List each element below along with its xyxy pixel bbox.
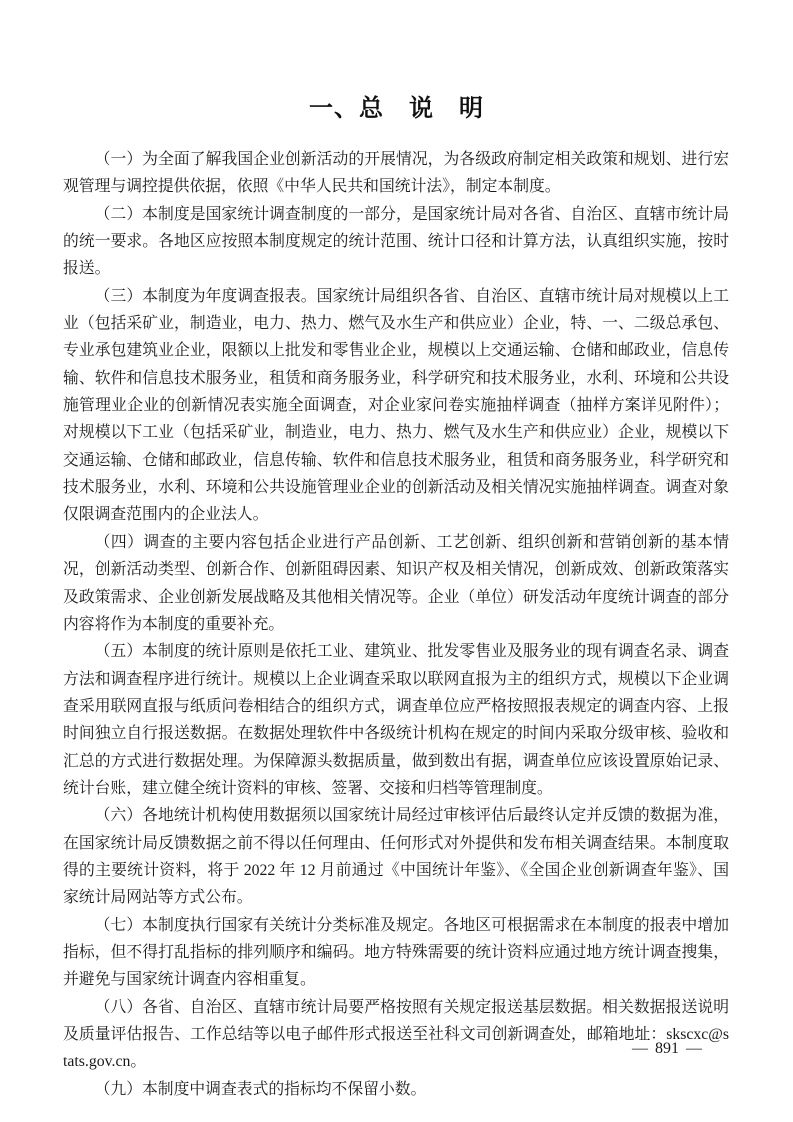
paragraph-5: （五）本制度的统计原则是依托工业、建筑业、批发零售业及服务业的现有调查名录、调查方法和调查程序进行统计。规模以上企业调查采取以联网直报为主的组织方式，规模以下企业调查采用联网直报与纸质问卷相结合的组织方式，调查单位应严格按照报表规定的调查内容、上报时间独立自行报送数据。在数据处理软件中各级统计机构在规定的时间内采取分级审核、验收和汇总的方式进行数据处理。为保障源头数据质量，做到数出有据，调查单位应该设置原始记录、统计台账，建立健全统计资料的审核、签署、交接和归档等管理制度。	[63, 643, 729, 797]
paragraph-7: （七）本制度执行国家有关统计分类标准及规定。各地区可根据需求在本制度的报表中增加指标，但不得打乱指标的排列顺序和编码。地方特殊需要的统计资料应通过地方统计调查搜集，并避免与国家统计调查内容相重复。	[63, 916, 729, 989]
page-number-dash-right: —	[686, 1040, 702, 1057]
paragraph-2: （二）本制度是国家统计调查制度的一部分，是国家统计局对各省、自治区、直辖市统计局的统一要求。各地区应按照本制度规定的统计范围、统计口径和计算方法，认真组织实施，按时报送。	[63, 205, 729, 278]
paragraph-8: （八）各省、自治区、直辖市统计局要严格按照有关规定报送基层数据。相关数据报送说明及质量评估报告、工作总结等以电子邮件形式报送至社科文司创新调查处，邮箱地址：skscxc@stats.gov.cn。	[63, 998, 729, 1071]
page-title: 一、总 说 明	[309, 95, 484, 122]
page-number: 891	[655, 1040, 679, 1057]
paragraph-1: （一）为全面了解我国企业创新活动的开展情况，为各级政府制定相关政策和规划、进行宏观管理与调控提供依据，依照《中华人民共和国统计法》，制定本制度。	[63, 151, 729, 196]
paragraph-3: （三）本制度为年度调查报表。国家统计局组织各省、自治区、直辖市统计局对规模以上工业（包括采矿业，制造业，电力、热力、燃气及水生产和供应业）企业，特、一、二级总承包、专业承包建筑业企业，限额以上批发和零售业企业，规模以上交通运输、仓储和邮政业，信息传输、软件和信息技术服务业，租赁和商务服务业，科学研究和技术服务业，水利、环境和公共设施管理业企业的创新情况表实施全面调查，对企业家问卷实施抽样调查（抽样方案详见附件）；对规模以下工业（包括采矿业，制造业，电力、热力、燃气及水生产和供应业）企业，规模以下交通运输、仓储和邮政业，信息传输、软件和信息技术服务业，租赁和商务服务业，科学研究和技术服务业，水利、环境和公共设施管理业企业的创新活动及相关情况实施抽样调查。调查对象仅限调查范围内的企业法人。	[63, 287, 729, 524]
paragraph-4: （四）调查的主要内容包括企业进行产品创新、工艺创新、组织创新和营销创新的基本情况，创新活动类型、创新合作、创新阻碍因素、知识产权及相关情况，创新成效、创新政策落实及政策需求、企业创新发展战略及其他相关情况等。企业（单位）研发活动年度统计调查的部分内容将作为本制度的重要补充。	[63, 533, 729, 633]
paragraph-6: （六）各地统计机构使用数据须以国家统计局经过审核评估后最终认定并反馈的数据为准，在国家统计局反馈数据之前不得以任何理由、任何形式对外提供和发布相关调查结果。本制度取得的主要统计资料，将于 2022 年 12 月前通过《中国统计年鉴》、《全国企业创新调查年鉴》、国家统计局网站等方式公布。	[63, 807, 729, 907]
paragraph-9: （九）本制度中调查表式的指标均不保留小数。	[94, 1080, 427, 1098]
document-body	[63, 146, 729, 1103]
page-number-dash-left: —	[632, 1040, 648, 1057]
page-footer	[622, 1040, 712, 1058]
